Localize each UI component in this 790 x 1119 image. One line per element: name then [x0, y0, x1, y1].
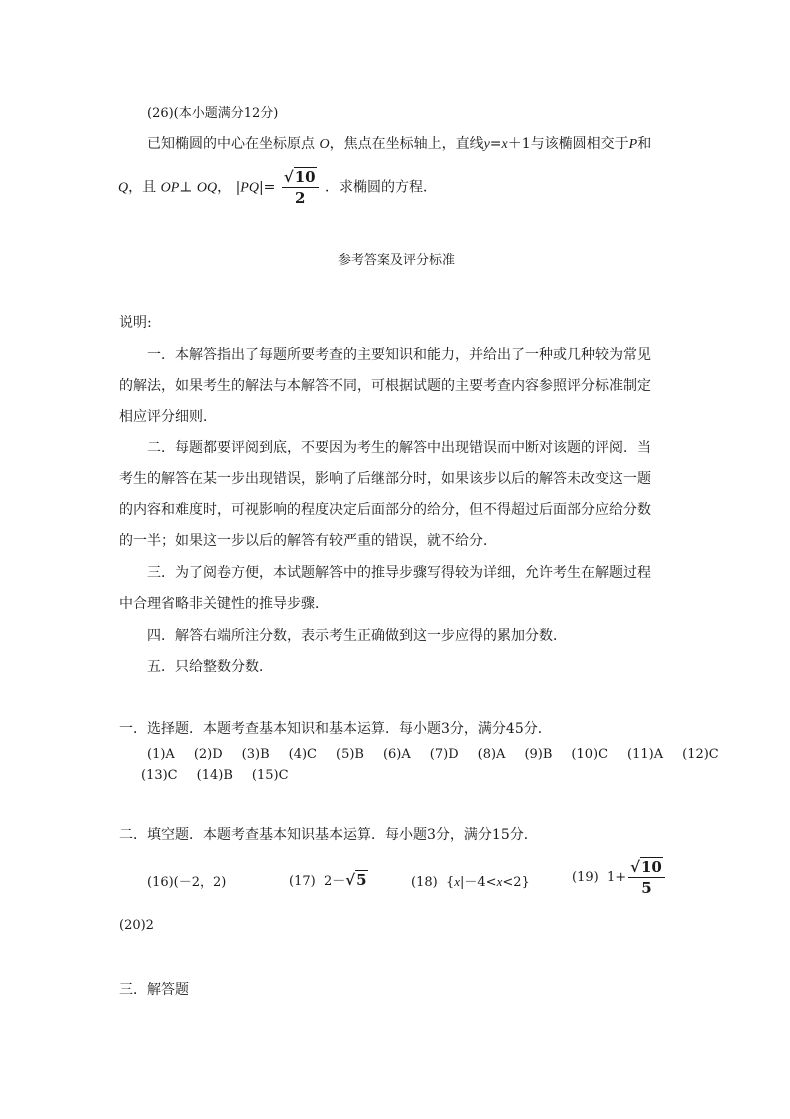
- point-o: O: [319, 137, 330, 152]
- section-1-title: 一．选择题．本题考查基本知识和基本运算．每小题3分，满分45分．: [119, 721, 552, 737]
- section-3-title: 三．解答题: [119, 982, 189, 998]
- segment-pq: PQ: [240, 180, 259, 196]
- perpendicular-symbol: ⊥: [179, 179, 193, 196]
- answer-label: (17): [289, 874, 316, 889]
- note-1-line-3: 相应评分细则．: [119, 409, 217, 425]
- answer-text: 2－: [323, 874, 346, 889]
- problem-26-line-1: [147, 133, 651, 153]
- choice-answer: (7)D: [429, 747, 459, 762]
- var-x: x: [454, 874, 461, 889]
- equals-sign: =: [489, 136, 502, 152]
- choice-answer: (6)A: [382, 747, 411, 762]
- note-2-line-1: 二．每题都要评阅到底，不要因为考生的解答中出现错误而中断对该题的评阅．当: [147, 440, 651, 456]
- var-y: y: [483, 137, 490, 152]
- abs-close: |=: [258, 179, 276, 196]
- answer-title: 参考答案及评分标准: [338, 253, 456, 268]
- fraction-numerator: √10: [282, 168, 319, 188]
- choice-answer: (9)B: [524, 747, 553, 762]
- radicand: 5: [356, 871, 367, 889]
- choice-answer: (8)A: [477, 747, 506, 762]
- brace-open: {: [445, 875, 455, 890]
- sqrt-symbol: √5: [345, 871, 367, 889]
- section-1-answers-row-1: [147, 746, 719, 762]
- problem-text: 已知椭圆的中心在坐标原点: [147, 136, 315, 152]
- note-3-line-1: 三．为了阅卷方便，本试题解答中的推导步骤写得较为详细，允许考生在解题过程: [147, 565, 651, 581]
- problem-text: 与该椭圆相交于: [530, 136, 629, 152]
- answer-text: 1+: [606, 870, 627, 885]
- choice-answer: (11)A: [627, 747, 664, 762]
- fraction-sqrt10-over-5: [628, 858, 665, 897]
- note-5: 五．只给整数分数．: [147, 659, 273, 675]
- radicand: 10: [640, 858, 662, 876]
- note-2-line-4: 的一半；如果这一步以后的解答有较严重的错误，就不给分．: [119, 533, 497, 549]
- fraction-numerator: √10: [628, 858, 665, 878]
- choice-answer: (15)C: [251, 768, 289, 783]
- choice-answer: (12)C: [682, 747, 719, 762]
- note-1-line-1: 一．本解答指出了每题所要考查的主要知识和能力，并给出了一种或几种较为常见: [147, 347, 651, 363]
- problem-text: ，: [217, 179, 232, 196]
- choice-answer: (1)A: [147, 747, 175, 762]
- note-2-line-2: 考生的解答在某一步出现错误，影响了后继部分时，如果该步以后的解答未改变这一题: [119, 471, 651, 487]
- problem-text: ．求椭圆的方程．: [325, 179, 438, 196]
- segment-oq: OQ: [196, 180, 218, 196]
- abs-open: |: [235, 179, 241, 196]
- point-q: Q: [118, 180, 129, 196]
- var-x: x: [501, 137, 508, 152]
- note-1-line-2: 的解法，如果考生的解法与本解答不同，可根据试题的主要考查内容参照评分标准制定: [119, 378, 651, 394]
- note-4: 四．解答右端所注分数，表示考生正确做到这一步应得的累加分数．: [147, 628, 567, 644]
- segment-op: OP: [160, 180, 180, 196]
- set-condition-end: <2}: [502, 875, 530, 890]
- fraction-sqrt10-over-2: [282, 168, 319, 207]
- fraction-denominator: 5: [641, 879, 652, 897]
- section-1-answers-row-2: [141, 767, 308, 783]
- section-2-title: 二．填空题．本题考查基本知识基本运算．每小题3分，满分15分．: [119, 827, 538, 843]
- answer-20: (20)2: [119, 918, 154, 933]
- problem-text: ，焦点在坐标轴上，直线: [329, 136, 484, 152]
- point-p: P: [628, 137, 638, 152]
- choice-answer: (3)B: [241, 747, 270, 762]
- choice-answer: (4)C: [288, 747, 317, 762]
- line-equation-tail: ＋1: [507, 136, 531, 152]
- choice-answer: (5)B: [336, 747, 364, 762]
- choice-answer: (10)C: [571, 747, 609, 762]
- problem-text: ，且: [128, 179, 157, 196]
- answer-label: (18): [411, 875, 438, 890]
- radicand: 10: [294, 168, 316, 186]
- answer-17: [289, 870, 368, 889]
- problem-text: 和: [637, 136, 652, 152]
- notes-label: 说明:: [119, 315, 152, 331]
- note-2-line-3: 的内容和难度时，可视影响的程度决定后面部分的给分，但不得超过后面部分应给分数: [119, 502, 651, 518]
- var-x: x: [496, 874, 503, 889]
- choice-answer: (14)B: [196, 768, 233, 783]
- note-3-line-2: 中合理省略非关键性的推导步骤．: [119, 596, 329, 612]
- choice-answer: (2)D: [193, 747, 223, 762]
- problem-26-line-2: [118, 168, 437, 207]
- choice-answer: (13)C: [141, 768, 178, 783]
- answer-label: (19): [572, 870, 599, 885]
- problem-26-header: (26)(本小题满分12分): [147, 106, 279, 121]
- fraction-denominator: 2: [295, 189, 306, 207]
- answer-16: (16)(－2，2): [147, 875, 227, 890]
- answer-19: [572, 858, 667, 897]
- answer-18: [411, 871, 530, 890]
- set-condition: |－4<: [460, 875, 497, 890]
